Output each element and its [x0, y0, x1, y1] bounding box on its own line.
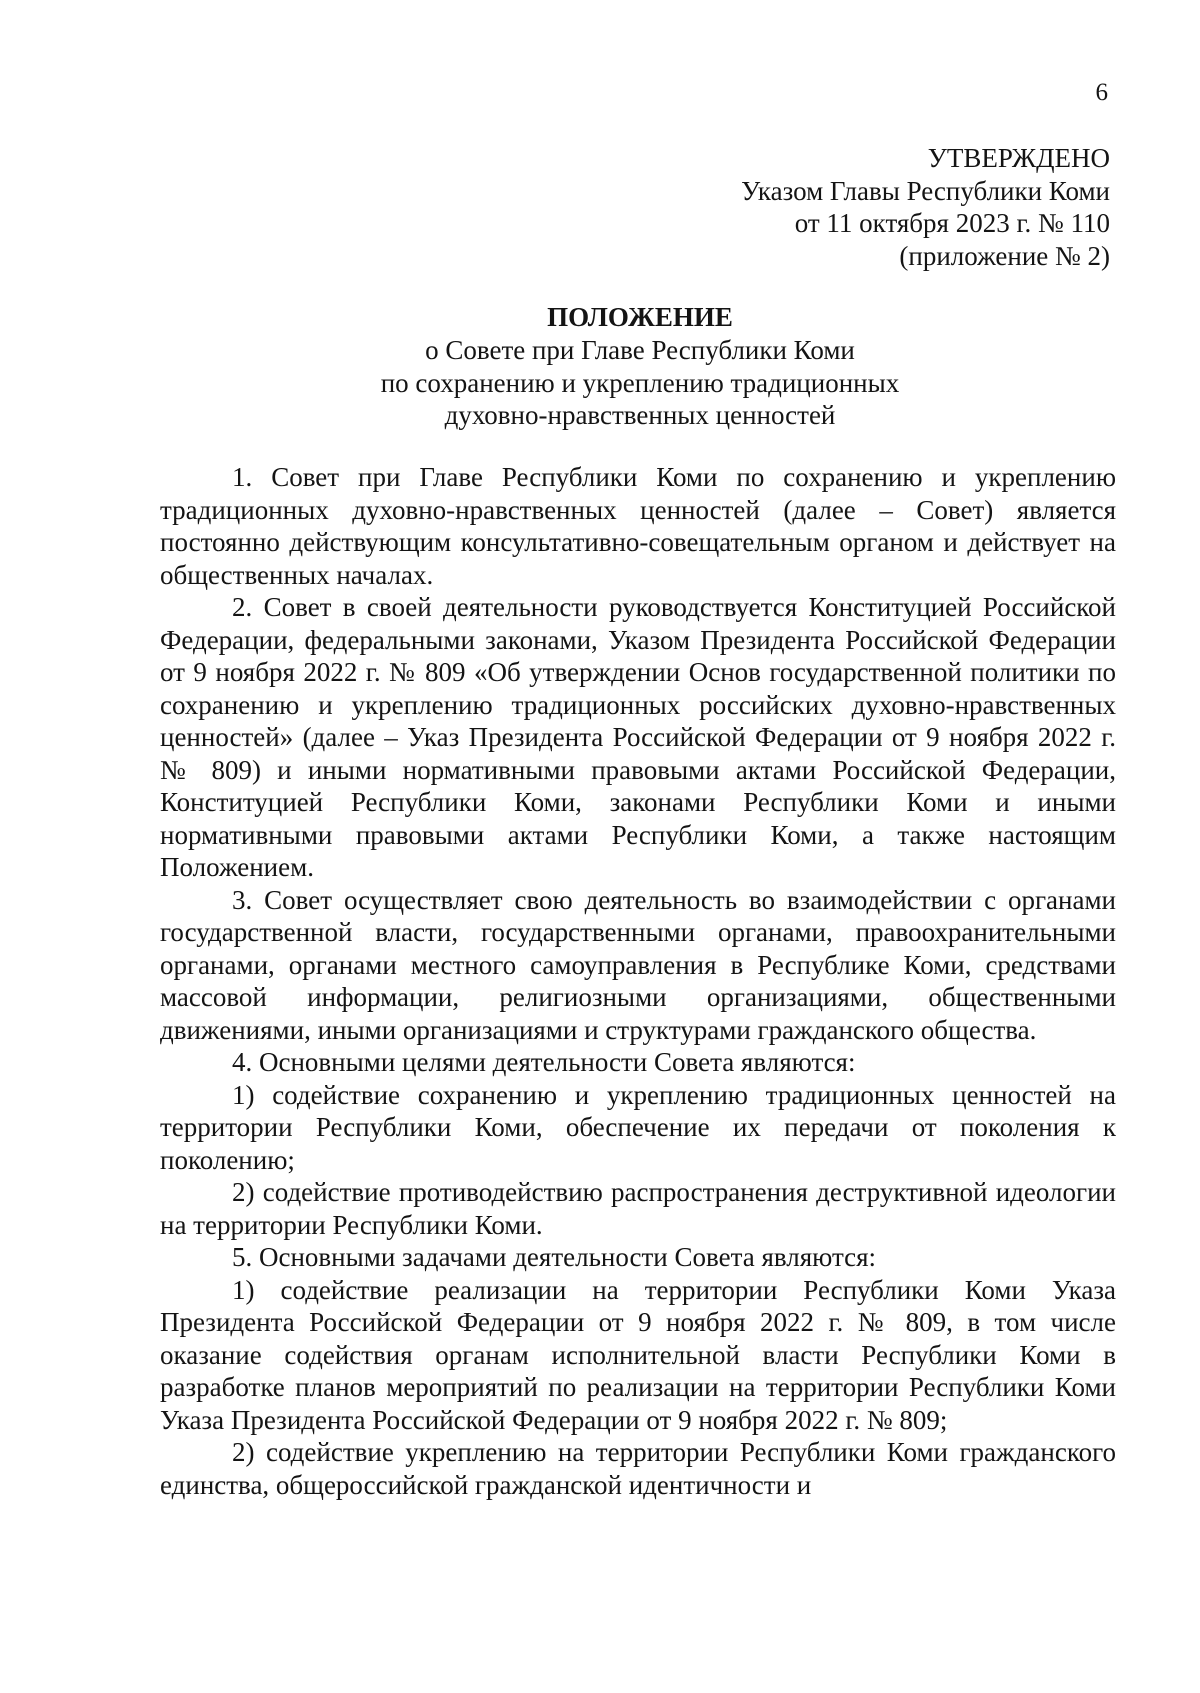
paragraph-2: 2. Совет в своей деятельности руководствуется Конституцией Российской Федерации, федеральными законами, Указом Президента Российской Федерации от 9 ноября 2022 г. № 809 «Об утверждении Основ государственной политики по сохранению и укреплению традиционных российских духовно-нравственных ценностей» (далее – Указ Президента Российской Федерации от 9 ноября 2022 г. № 809) и иными нормативными правовыми актами Российской Федерации, Конституцией Республики Коми, законами Республики Коми и иными нормативными правовыми актами Республики Коми, а также настоящим Положением. — [160, 592, 1116, 882]
paragraph-4: 4. Основными целями деятельности Совета являются: — [232, 1047, 856, 1077]
approval-title: УТВЕРЖДЕНО — [927, 143, 1110, 173]
paragraph-4-item-1: 1) содействие сохранению и укреплению традиционных ценностей на территории Республики Коми, обеспечение их передачи от поколения к поколению; — [160, 1079, 1116, 1175]
paragraph-5-item-2: 2) содействие укреплению на территории Республики Коми гражданского единства, общероссийской гражданской идентичности и — [160, 1437, 1116, 1500]
approval-stamp-block — [550, 142, 1110, 272]
approval-decree: Указом Главы Республики Коми — [741, 175, 1110, 206]
approval-date: от 11 октября 2023 г. № 110 — [794, 208, 1110, 238]
paragraph-4-item-2: 2) содействие противодействию распространения деструктивной идеологии на территории Республики Коми. — [160, 1177, 1116, 1240]
document-body — [160, 461, 1116, 1501]
document-subtitle-line-1: о Совете при Главе Республики Коми — [425, 335, 855, 365]
document-heading — [160, 300, 1120, 432]
document-subtitle-line-3: духовно-нравственных ценностей — [444, 400, 836, 430]
paragraph-5: 5. Основными задачами деятельности Совета являются: — [232, 1242, 877, 1272]
paragraph-5-item-1: 1) содействие реализации на территории Республики Коми Указа Президента Российской Федерации от 9 ноября 2022 г. № 809, в том числе оказание содействия органам исполнительной власти Республики Коми в разработке планов мероприятий по реализации на территории Республики Коми Указа Президента Российской Федерации от 9 ноября 2022 г. № 809; — [160, 1274, 1116, 1435]
document-subtitle-line-2: по сохранению и укреплению традиционных — [380, 367, 900, 398]
approval-appendix: (приложение № 2) — [899, 240, 1110, 271]
paragraph-3: 3. Совет осуществляет свою деятельность во взаимодействии с органами государственной власти, государственными органами, правоохранительными органами, органами местного самоуправления в Республике Коми, средствами массовой информации, религиозными организациями, общественными движениями, иными организациями и структурами гражданского общества. — [160, 884, 1116, 1045]
page-number: 6 — [1095, 79, 1108, 106]
document-title: ПОЛОЖЕНИЕ — [547, 302, 733, 332]
paragraph-1: 1. Совет при Главе Республики Коми по сохранению и укреплению традиционных духовно-нравственных ценностей (далее – Совет) является постоянно действующим консультативно-совещательным органом и действует на общественных началах. — [160, 462, 1116, 590]
